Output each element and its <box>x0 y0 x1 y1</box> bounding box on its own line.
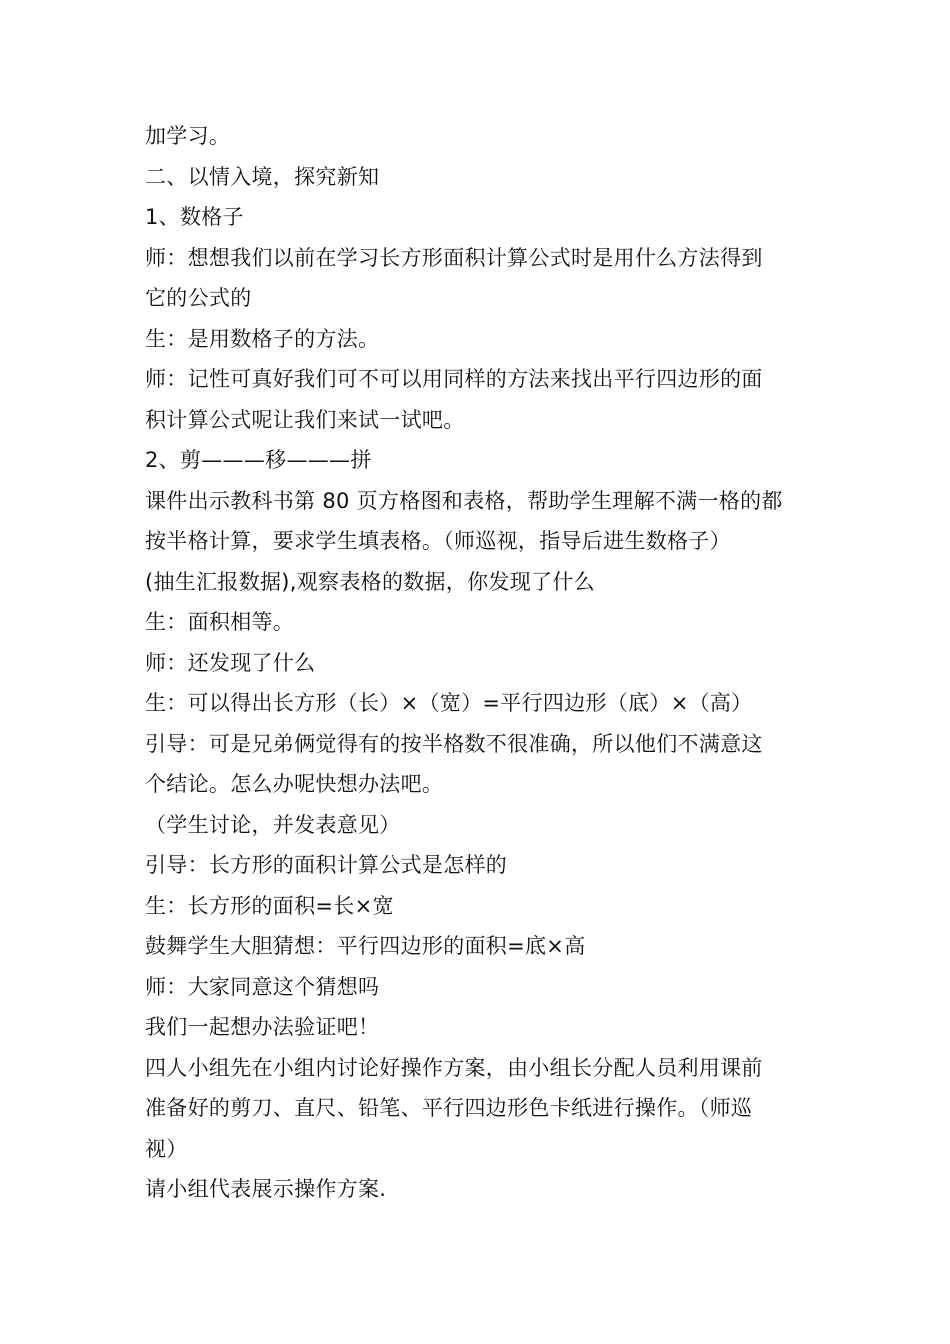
document-body <box>145 116 815 1210</box>
text-line: 积计算公式呢让我们来试一试吧。 <box>145 407 465 432</box>
text-line: 生：长方形的面积=长×宽 <box>145 893 394 918</box>
text-line: 师：记性可真好我们可不可以用同样的方法来找出平行四边形的面 <box>145 367 763 391</box>
text-line: 师：想想我们以前在学习长方形面积计算公式时是用什么方法得到 <box>145 245 763 270</box>
section-heading: 二、以情入境，探究新知 <box>145 164 380 189</box>
text-line: 我们一起想办法验证吧！ <box>145 1015 380 1039</box>
text-line: （学生讨论，并发表意见） <box>145 812 401 837</box>
text-line: 课件出示教科书第 80 页方格图和表格，帮助学生理解不满一格的都 <box>145 488 783 513</box>
text-line: 师：还发现了什么 <box>145 650 316 675</box>
text-line: 引导：可是兄弟俩觉得有的按半格数不很准确，所以他们不满意这 <box>145 731 763 756</box>
text-line: 生：面积相等。 <box>145 610 295 634</box>
subsection-heading: 1、数格子 <box>145 205 244 229</box>
subsection-heading: 2、剪———移———拼 <box>145 448 372 472</box>
text-line: 准备好的剪刀、直尺、铅笔、平行四边形色卡纸进行操作。（师巡 <box>145 1096 753 1120</box>
text-line: 加学习。 <box>145 124 231 148</box>
text-line: 按半格计算，要求学生填表格。（师巡视，指导后进生数格子） <box>145 529 731 553</box>
text-line: 生：可以得出长方形（长）×（宽）=平行四边形（底）×（高） <box>145 691 753 715</box>
text-line: 鼓舞学生大胆猜想：平行四边形的面积=底×高 <box>145 934 586 958</box>
text-line: 请小组代表展示操作方案. <box>145 1177 387 1201</box>
text-line: (抽生汇报数据),观察表格的数据，你发现了什么 <box>145 569 595 594</box>
text-line: 师：大家同意这个猜想吗 <box>145 974 380 999</box>
text-line: 个结论。怎么办呢快想办法吧。 <box>145 772 444 796</box>
text-line: 四人小组先在小组内讨论好操作方案，由小组长分配人员利用课前 <box>145 1055 763 1080</box>
text-line: 引导：长方形的面积计算公式是怎样的 <box>145 853 508 877</box>
text-line: 视） <box>145 1136 188 1161</box>
text-line: 它的公式的 <box>145 286 252 310</box>
text-line: 生：是用数格子的方法。 <box>145 326 380 351</box>
